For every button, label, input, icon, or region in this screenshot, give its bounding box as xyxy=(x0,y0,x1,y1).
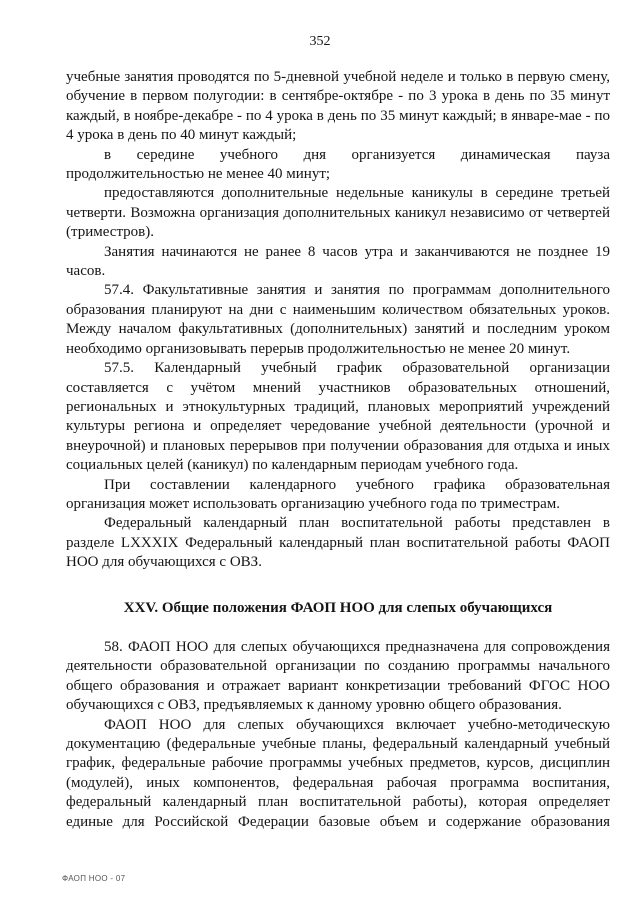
section-heading: XXV. Общие положения ФАОП НОО для слепых обучающихся xyxy=(123,599,553,616)
footer-mark: ФАОП НОО - 07 xyxy=(62,874,126,883)
page-number: 352 xyxy=(309,34,331,49)
paragraph: предоставляются дополнительные недельные каникулы в середине третьей четверти. Возможна организация дополнительных каникул независимо от четвертей (триместров). xyxy=(66,185,610,241)
paragraph: в середине учебного дня организуется динамическая пауза продолжительностью не менее 40 минут; xyxy=(66,146,610,183)
paragraph: Занятия начинаются не ранее 8 часов утра и заканчиваются не позднее 19 часов. xyxy=(66,243,610,280)
document-body xyxy=(66,68,610,832)
paragraph: При составлении календарного учебного графика образовательная организация может использовать организацию учебного года по триместрам. xyxy=(66,476,610,512)
paragraph: ФАОП НОО для слепых обучающихся включает учебно-методическую документацию (федеральные учебные планы, федеральный календарный учебный график, федеральные рабочие программы учебных предметов, курсов, дисциплин (модулей), иных компонентов, федеральная рабочая программа воспитания, федеральный календарный план воспитательной работы), которая определяет единые для Российской Федерации базовые объем и содержание образования xyxy=(66,716,610,830)
paragraph: Федеральный календарный план воспитательной работы представлен в разделе LXXXIX Федеральный календарный план воспитательной работы ФАОП НОО для обучающихся с ОВЗ. xyxy=(66,515,610,571)
paragraph: 57.4. Факультативные занятия и занятия по программам дополнительного образования планируют на дни с наименьшим количеством обязательных уроков. Между началом факультативных (дополнительных) занятий и последним уроком необходимо организовывать перерыв продолжительностью не менее 20 минут. xyxy=(66,282,610,357)
paragraph: 57.5. Календарный учебный график образовательной организации составляется с учётом мнений участников образовательных отношений, региональных и этнокультурных традиций, плановых мероприятий учреждений культуры региона и определяет чередование учебной деятельности (урочной и внеурочной) и плановых перерывов при получении образования для отдыха и иных социальных целей (каникул) по календарным периодам учебного года. xyxy=(66,360,610,474)
paragraph: 58. ФАОП НОО для слепых обучающихся предназначена для сопровождения деятельности образовательной организации по созданию программы начального общего образования и отражает вариант конкретизации требований ФГОС НОО обучающихся с ОВЗ, предъявляемых к данному уровню общего образования. xyxy=(66,638,610,714)
paragraph: учебные занятия проводятся по 5-дневной учебной неделе и только в первую смену, обучение в первом полугодии: в сентябре-октябре - по 3 урока в день по 35 минут каждый, в ноябре-декабре - по 4 урока в день по 35 минут каждый; в январе-мае - по 4 урока в день по 40 минут каждый; xyxy=(66,69,610,144)
